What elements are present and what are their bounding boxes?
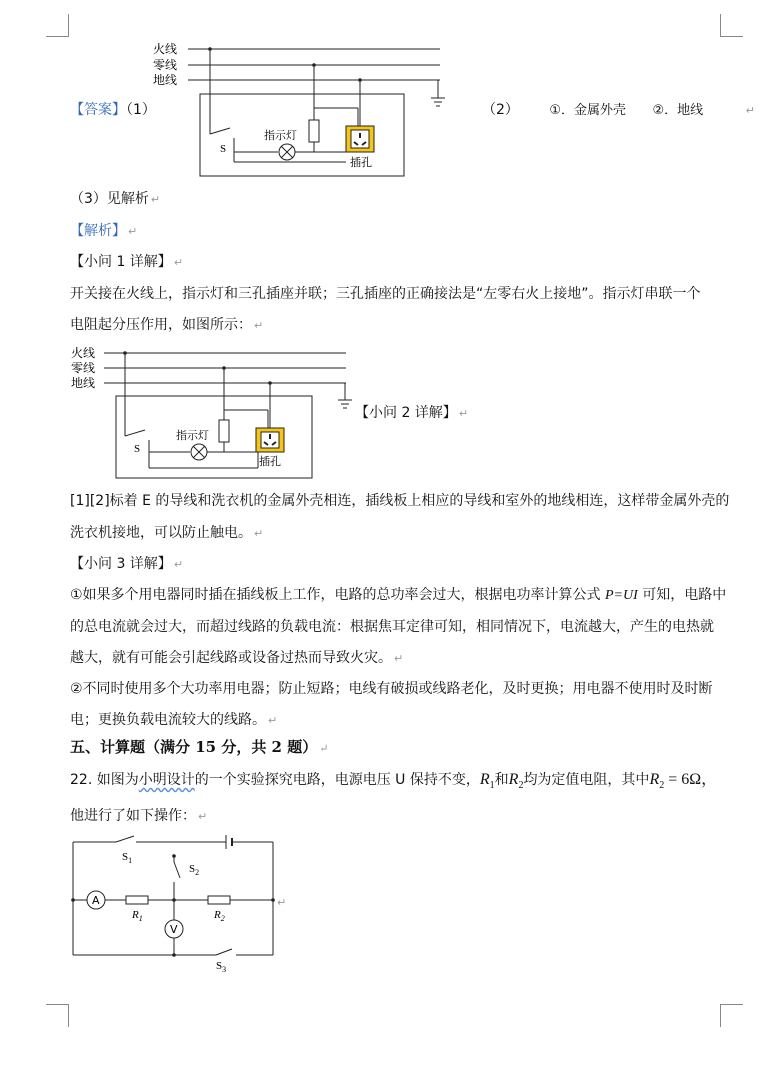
answer-option-1: ①．金属外壳 xyxy=(549,103,627,118)
crop-mark-top-left xyxy=(46,14,69,37)
paragraph-mark: ↵ xyxy=(745,104,755,117)
answer-row xyxy=(70,100,156,120)
q2-title: 【小问 2 详解】 ↵ xyxy=(355,405,469,421)
lamp-label-2: 指示灯 xyxy=(176,429,209,442)
lamp-label: 指示灯 xyxy=(264,129,297,142)
q2-text-line-2: 洗衣机接地，可以防止触电。 ↵ xyxy=(70,525,264,541)
q3-para1-line-3: 越大，就有可能会引起线路或设备过热而导致火灾。 ↵ xyxy=(70,650,404,666)
ground-wire-label-2: 地线 xyxy=(71,376,96,390)
circuit-diagram-answer xyxy=(150,38,460,183)
power-formula: P=UI xyxy=(605,588,638,603)
live-wire-label: 火线 xyxy=(153,42,178,56)
q3-para1-line-2: 的总电流就会过大，而超过线路的负载电流：根据焦耳定律可知，相同情况下，电流越大，产生的电热就 xyxy=(70,619,714,635)
answer-label: 【答案】 xyxy=(70,102,126,118)
answer-part1: （1） xyxy=(126,102,156,118)
answer-part3: （3）见解析 xyxy=(70,191,149,207)
s2-label: $S_2$ xyxy=(189,863,200,877)
q3-para2-line-1: ②不同时使用多个大功率用电器；防止短路；电线有破损或线路老化，及时更换；用电器不使用时及时断 xyxy=(70,681,713,697)
circuit-diagram-q22 xyxy=(66,832,291,977)
answer-option-2: ②．地线 xyxy=(652,103,704,118)
socket-label-2: 插孔 xyxy=(259,455,281,468)
socket-label: 插孔 xyxy=(350,156,372,169)
q2-text-line-1: [1][2]标着 E 的导线和洗衣机的金属外壳相连，插线板上相应的导线和室外的地线相连，这样带金属外壳的 xyxy=(70,493,730,509)
s3-label: $S_3$ xyxy=(216,960,227,974)
section-5-heading: 五、计算题（满分 15 分，共 2 题） ↵ xyxy=(70,738,329,756)
answer-part2: （2） xyxy=(482,102,519,118)
voltmeter-symbol: V xyxy=(170,923,178,936)
crop-mark-bottom-right xyxy=(720,1004,743,1027)
q3-title: 【小问 3 详解】 ↵ xyxy=(70,556,184,572)
q3-para2-line-2: 电；更换负载电流较大的线路。 ↵ xyxy=(70,712,278,728)
q22-line-2: 他进行了如下操作： ↵ xyxy=(70,808,208,824)
r2-label: $R_2$ xyxy=(214,909,225,923)
switch-label: S xyxy=(220,143,227,155)
s1-label: $S_1$ xyxy=(122,851,133,865)
switch-label-2: S xyxy=(134,443,141,455)
crop-mark-top-right xyxy=(720,14,743,37)
r1-label: $R_1$ xyxy=(132,909,143,923)
q1-title: 【小问 1 详解】 ↵ xyxy=(70,254,184,270)
neutral-wire-label: 零线 xyxy=(153,58,178,72)
r1-symbol: $R_1$ xyxy=(479,771,495,792)
figure-paragraph-mark: ↵ xyxy=(277,896,287,909)
answer-part3-row: （3）见解析 ↵ xyxy=(70,191,161,207)
crop-mark-bottom-left xyxy=(46,1004,69,1027)
q1-text-line-1: 开关接在火线上，指示灯和三孔插座并联；三孔插座的正确接法是“左零右火上接地”。指示灯串联一个 xyxy=(70,286,701,302)
q3-para1-line-1: ①如果多个用电器同时插在插线板上工作，电路的总功率会过大，根据电功率计算公式 P=UI 可知，电路中 xyxy=(70,587,727,603)
neutral-wire-label-2: 零线 xyxy=(71,361,96,375)
circuit-diagram-analysis xyxy=(68,342,358,482)
ground-wire-label: 地线 xyxy=(153,73,178,87)
analysis-label: 【解析】 ↵ xyxy=(70,223,138,239)
live-wire-label-2: 火线 xyxy=(71,346,96,360)
q1-text-line-2: 电阻起分压作用，如图所示： ↵ xyxy=(70,317,264,333)
answer-part2-row xyxy=(482,100,755,121)
q22-line-1: 22. 如图为小明设计的一个实验探究电路，电源电压 U 保持不变，$R_1$和$R_2$均为定值电阻，其中$R_2 = 6\Omega$， xyxy=(70,771,718,792)
ammeter-symbol: A xyxy=(92,894,100,907)
r2-symbol: $R_2$ xyxy=(508,771,524,792)
r2-value-equation: $R_2 = 6\Omega$， xyxy=(649,771,718,792)
